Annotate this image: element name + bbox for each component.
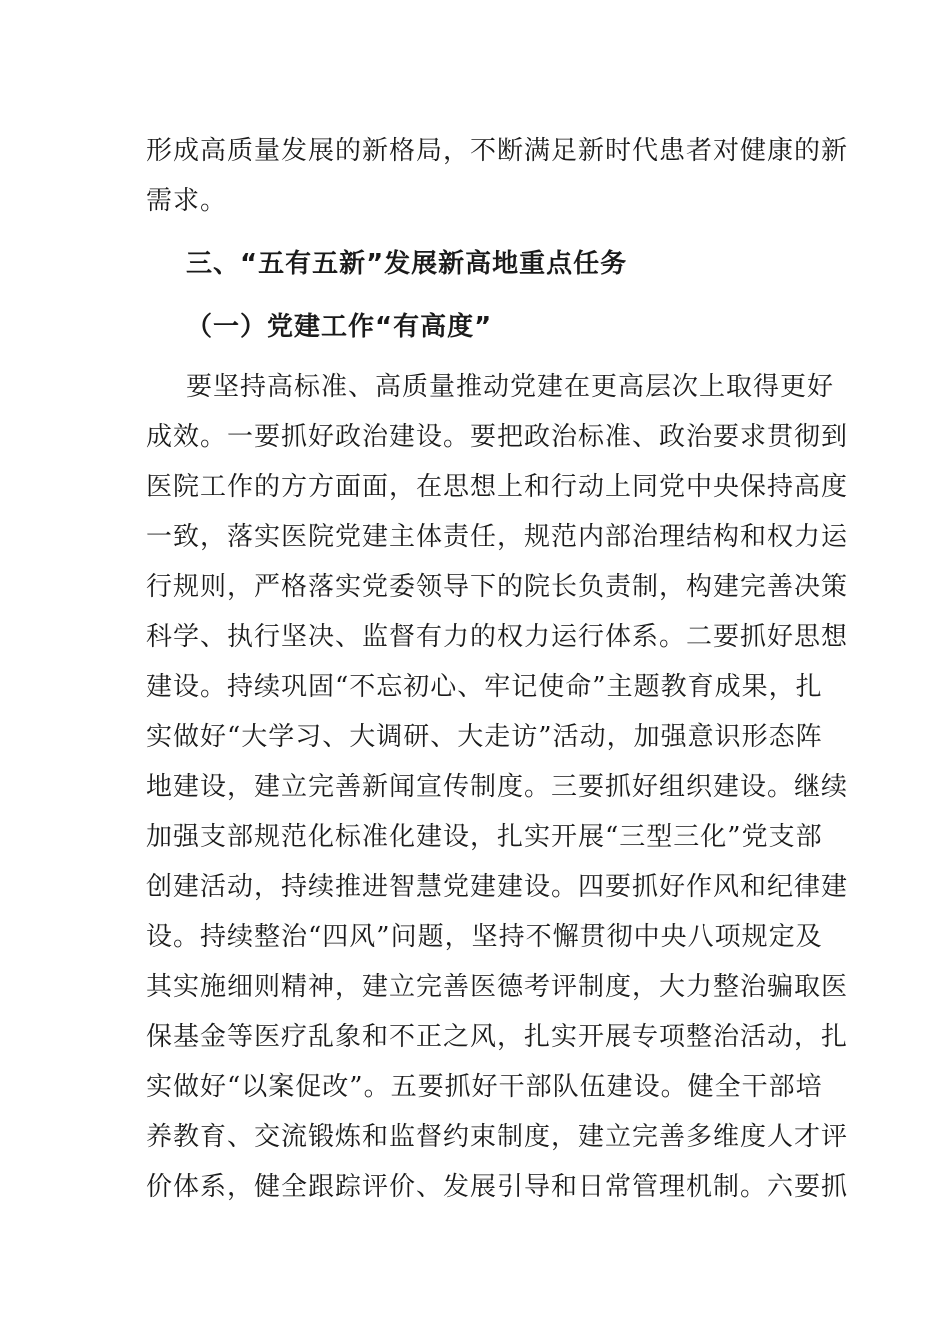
body-line: 创建活动，持续推进智慧党建建设。四要抓好作风和纪律建 [146,872,849,902]
body-line: 行规则，严格落实党委领导下的院长负责制，构建完善决策 [146,572,849,602]
subsection-heading: （一）党建工作“有高度” [186,312,493,342]
body-line: 科学、执行坚决、监督有力的权力运行体系。二要抓好思想 [146,622,849,652]
body-line: 设。持续整治“四风”问题，坚持不懈贯彻中央八项规定及 [146,922,823,952]
body-line: 地建设，建立完善新闻宣传制度。三要抓好组织建设。继续 [146,772,849,802]
body-line: 加强支部规范化标准化建设，扎实开展“三型三化”党支部 [146,822,823,852]
body-line: 一致，落实医院党建主体责任，规范内部治理结构和权力运 [146,522,849,552]
body-line: 保基金等医疗乱象和不正之风，扎实开展专项整治活动，扎 [146,1022,849,1052]
body-line: 养教育、交流锻炼和监督约束制度，建立完善多维度人才评 [146,1122,849,1152]
body-line: 成效。一要抓好政治建设。要把政治标准、政治要求贯彻到 [146,422,849,452]
intro-line-1: 形成高质量发展的新格局，不断满足新时代患者对健康的新 [146,136,849,166]
intro-line-2: 需求。 [146,186,228,216]
body-line: 要坚持高标准、高质量推动党建在更高层次上取得更好 [186,372,835,402]
body-line: 建设。持续巩固“不忘初心、牢记使命”主题教育成果，扎 [146,672,823,702]
body-line: 医院工作的方方面面，在思想上和行动上同党中央保持高度 [146,472,849,502]
body-line: 其实施细则精神，建立完善医德考评制度，大力整治骗取医 [146,972,849,1002]
body-line: 价体系，健全跟踪评价、发展引导和日常管理机制。六要抓 [146,1172,849,1202]
section-heading: 三、“五有五新”发展新高地重点任务 [186,249,628,279]
body-line: 实做好“以案促改”。五要抓好干部队伍建设。健全干部培 [146,1072,823,1102]
body-line: 实做好“大学习、大调研、大走访”活动，加强意识形态阵 [146,722,823,752]
